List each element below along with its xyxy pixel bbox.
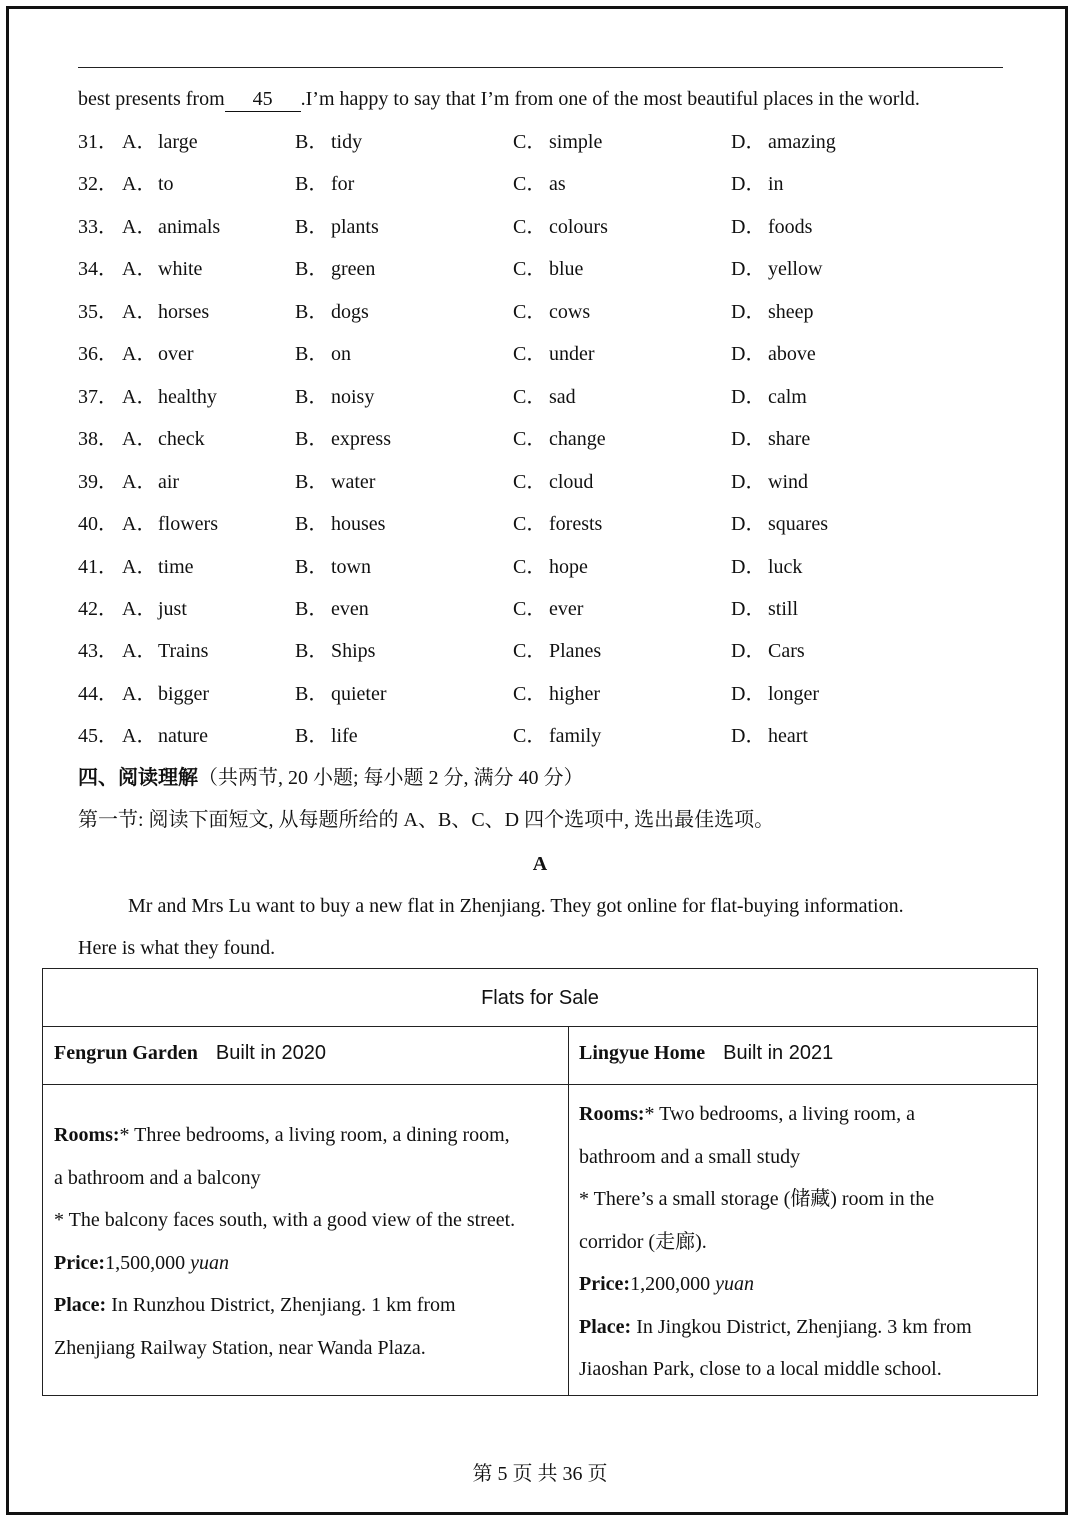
option-a-letter: A． (122, 173, 157, 196)
option-c-text: simple (549, 131, 603, 153)
question-number: 38． (78, 428, 118, 451)
option-a-letter: A． (122, 597, 157, 620)
option-d-text: Cars (768, 640, 805, 663)
option-a-text: time (158, 555, 194, 578)
option-d-letter: D． (731, 428, 766, 451)
question-row (0, 555, 1080, 579)
question-number: 33． (78, 215, 118, 238)
option-d-letter: D． (731, 682, 766, 705)
section-4-title: 四、阅读理解 (78, 767, 198, 789)
passage-line-2: Here is what they found. (78, 937, 276, 959)
option-a-letter: A． (122, 131, 157, 153)
option-c-text: change (549, 428, 606, 451)
option-b-text: on (331, 343, 351, 366)
option-c-letter: C． (513, 131, 547, 153)
option-a-letter: A． (122, 555, 157, 578)
question-number: 43． (78, 640, 118, 663)
option-b-text: quieter (331, 682, 387, 705)
option-b-text: dogs (331, 300, 369, 323)
option-b-letter: B． (295, 597, 329, 620)
option-c-text: forests (549, 513, 603, 536)
option-b-letter: B． (295, 385, 329, 408)
section-4-heading (78, 766, 584, 790)
option-c-text: Planes (549, 640, 602, 663)
lingyue-price-label: Price: (579, 1273, 631, 1295)
option-c-letter: C． (513, 385, 547, 408)
question-row (0, 342, 1080, 366)
question-row (0, 512, 1080, 536)
fengrun-price-unit: yuan (190, 1251, 229, 1274)
option-a-letter: A． (122, 725, 157, 748)
question-row (0, 639, 1080, 663)
question-number: 35． (78, 300, 118, 323)
option-d-letter: D． (731, 470, 766, 493)
option-b-letter: B． (295, 131, 329, 153)
option-a-text: large (158, 131, 198, 153)
fengrun-place-label: Place: (54, 1294, 107, 1316)
fengrun-built: Built in 2020 (215, 1042, 326, 1064)
option-d-letter: D． (731, 215, 766, 238)
option-b-letter: B． (295, 343, 329, 366)
option-d-text: yellow (768, 258, 823, 281)
fengrun-rooms-1: * Three bedrooms, a living room, a dining room, (119, 1124, 510, 1146)
section-4-subtitle: （共两节, 20 小题; 每小题 2 分, 满分 40 分） (198, 767, 584, 789)
option-a-text: healthy (158, 385, 217, 408)
option-d-text: foods (768, 215, 813, 238)
option-c-letter: C． (513, 173, 547, 196)
option-b-text: life (331, 725, 358, 748)
lingyue-place-label: Place: (579, 1315, 632, 1338)
option-a-letter: A． (122, 258, 157, 281)
question-number: 45． (78, 725, 118, 748)
lingyue-price (579, 1263, 972, 1306)
option-a-letter: A． (122, 215, 157, 238)
option-b-letter: B． (295, 640, 329, 663)
table-row-divider (43, 1084, 1037, 1085)
lingyue-place-1: In Jingkou District, Zhenjiang. 3 km from (631, 1315, 972, 1338)
option-c-text: higher (549, 682, 601, 705)
question-number: 37． (78, 385, 118, 408)
table-title: Flats for Sale (43, 969, 1037, 1027)
option-b-text: tidy (331, 131, 363, 153)
option-a-text: just (158, 597, 187, 620)
option-d-letter: D． (731, 555, 766, 578)
question-row (0, 215, 1080, 239)
lingyue-price-value: 1,200,000 (630, 1273, 716, 1295)
option-b-letter: B． (295, 428, 329, 451)
lingyue-rooms-label: Rooms: (579, 1103, 645, 1125)
option-d-letter: D． (731, 513, 766, 536)
option-b-letter: B． (295, 725, 329, 748)
section-4-part1-instruction: 第一节: 阅读下面短文, 从每题所给的 A、B、C、D 四个选项中, 选出最佳选项。 (78, 809, 775, 831)
lingyue-details (579, 1093, 972, 1391)
fengrun-place-line-1 (54, 1284, 515, 1327)
lingyue-note-line-1: * There’s a small storage (储藏) room in the (579, 1188, 935, 1210)
option-b-text: water (331, 470, 376, 493)
option-c-text: family (549, 725, 602, 748)
question-number: 42． (78, 597, 118, 620)
question-row (0, 427, 1080, 451)
passage-end-before: best presents from (78, 88, 225, 110)
fengrun-note: * The balcony faces south, with a good view of the street. (54, 1209, 516, 1231)
option-c-letter: C． (513, 725, 547, 748)
option-c-text: colours (549, 215, 608, 238)
question-row (0, 130, 1080, 154)
option-c-text: cows (549, 300, 591, 323)
question-number: 34． (78, 258, 118, 281)
lingyue-header (579, 1041, 833, 1065)
option-d-text: heart (768, 725, 808, 748)
option-b-text: houses (331, 513, 386, 536)
lingyue-note-line-2: corridor (走廊). (579, 1230, 707, 1253)
option-c-text: ever (549, 597, 584, 620)
question-number: 36． (78, 343, 118, 366)
option-d-letter: D． (731, 343, 766, 366)
blank-45: 45 (225, 87, 301, 112)
option-a-letter: A． (122, 682, 157, 705)
fengrun-details (54, 1114, 515, 1369)
option-d-text: wind (768, 470, 808, 493)
option-d-letter: D． (731, 173, 766, 196)
option-a-text: air (158, 470, 180, 493)
fengrun-price (54, 1242, 515, 1285)
option-b-letter: B． (295, 682, 329, 705)
option-d-letter: D． (731, 597, 766, 620)
lingyue-rooms-1: * Two bedrooms, a living room, a (644, 1103, 915, 1125)
option-b-text: Ships (331, 640, 376, 663)
option-a-letter: A． (122, 343, 157, 366)
option-d-text: longer (768, 682, 820, 705)
option-a-letter: A． (122, 640, 157, 663)
option-c-letter: C． (513, 470, 547, 493)
option-d-text: still (768, 597, 799, 620)
flats-table (42, 968, 1038, 1396)
option-d-text: in (768, 173, 784, 196)
page-footer: 第 5 页 共 36 页 (472, 1463, 608, 1485)
passage-end-line (78, 87, 920, 112)
passage-line-1: Mr and Mrs Lu want to buy a new flat in Zhenjiang. They got online for flat-buying information. (128, 895, 904, 917)
question-number: 32． (78, 173, 118, 196)
question-row (0, 724, 1080, 748)
question-row (0, 682, 1080, 706)
question-row (0, 172, 1080, 196)
passage-label: A (532, 853, 548, 875)
option-b-letter: B． (295, 173, 329, 196)
question-row (0, 470, 1080, 494)
fengrun-name: Fengrun Garden (54, 1042, 198, 1064)
option-c-letter: C． (513, 258, 547, 281)
option-b-text: town (331, 555, 371, 578)
option-c-letter: C． (513, 682, 547, 705)
header-rule (78, 67, 1003, 68)
option-c-letter: C． (513, 300, 547, 323)
table-column-divider (568, 1027, 569, 1395)
option-c-text: sad (549, 385, 576, 408)
option-a-letter: A． (122, 300, 157, 323)
option-b-letter: B． (295, 470, 329, 493)
question-number: 44． (78, 682, 118, 705)
lingyue-rooms-line-2: bathroom and a small study (579, 1145, 801, 1168)
question-number: 39． (78, 470, 118, 493)
fengrun-rooms-line-1 (54, 1114, 515, 1157)
lingyue-built: Built in 2021 (723, 1042, 834, 1064)
lingyue-place-line-2: Jiaoshan Park, close to a local middle school. (579, 1358, 942, 1380)
option-d-text: luck (768, 555, 803, 578)
option-b-text: plants (331, 215, 379, 238)
option-a-text: Trains (158, 640, 209, 663)
option-a-text: to (158, 173, 174, 196)
option-d-text: squares (768, 513, 828, 536)
option-b-text: even (331, 597, 369, 620)
option-b-letter: B． (295, 555, 329, 578)
option-b-letter: B． (295, 300, 329, 323)
option-c-letter: C． (513, 215, 547, 238)
option-a-text: nature (158, 725, 208, 748)
option-d-letter: D． (731, 725, 766, 748)
option-a-text: white (158, 258, 203, 281)
option-a-text: over (158, 343, 194, 366)
lingyue-rooms-line-1 (579, 1093, 972, 1136)
fengrun-place-1: In Runzhou District, Zhenjiang. 1 km from (106, 1294, 456, 1316)
option-b-text: green (331, 258, 376, 281)
option-c-text: cloud (549, 470, 594, 493)
option-a-letter: A． (122, 470, 157, 493)
fengrun-rooms-label: Rooms: (54, 1124, 120, 1146)
fengrun-place-line-2: Zhenjiang Railway Station, near Wanda Plaza. (54, 1336, 426, 1359)
option-a-text: animals (158, 215, 221, 238)
option-d-letter: D． (731, 300, 766, 323)
lingyue-place-line-1 (579, 1306, 972, 1349)
option-d-text: calm (768, 385, 807, 408)
option-c-text: blue (549, 258, 584, 281)
option-d-letter: D． (731, 640, 766, 663)
question-number: 41． (78, 555, 118, 578)
option-c-text: under (549, 343, 595, 366)
option-d-text: share (768, 428, 811, 451)
option-b-letter: B． (295, 258, 329, 281)
passage-end-after: .I’m happy to say that I’m from one of the most beautiful places in the world. (300, 88, 920, 110)
option-c-letter: C． (513, 640, 547, 663)
option-d-text: sheep (768, 300, 814, 323)
fengrun-price-label: Price: (54, 1251, 106, 1274)
question-number: 31． (78, 131, 118, 153)
option-c-letter: C． (513, 513, 547, 536)
option-a-letter: A． (122, 513, 157, 536)
option-b-text: express (331, 428, 391, 451)
option-c-letter: C． (513, 428, 547, 451)
option-b-letter: B． (295, 513, 329, 536)
option-d-text: above (768, 343, 816, 366)
option-c-letter: C． (513, 343, 547, 366)
question-row (0, 597, 1080, 621)
lingyue-name: Lingyue Home (579, 1042, 706, 1064)
question-number: 40． (78, 513, 118, 536)
option-d-letter: D． (731, 131, 766, 153)
option-c-text: hope (549, 555, 588, 578)
option-c-text: as (549, 173, 566, 196)
question-row (0, 257, 1080, 281)
option-a-text: bigger (158, 682, 210, 705)
option-a-letter: A． (122, 385, 157, 408)
lingyue-price-unit: yuan (715, 1273, 754, 1295)
option-b-text: for (331, 173, 355, 196)
fengrun-price-value: 1,500,000 (105, 1251, 191, 1274)
option-a-text: check (158, 428, 205, 451)
option-b-text: noisy (331, 385, 375, 408)
question-row (0, 385, 1080, 409)
option-a-text: horses (158, 300, 210, 323)
option-c-letter: C． (513, 555, 547, 578)
option-d-text: amazing (768, 131, 836, 153)
option-a-text: flowers (158, 513, 218, 536)
option-b-letter: B． (295, 215, 329, 238)
option-d-letter: D． (731, 258, 766, 281)
fengrun-header (54, 1041, 326, 1065)
option-a-letter: A． (122, 428, 157, 451)
option-d-letter: D． (731, 385, 766, 408)
option-c-letter: C． (513, 597, 547, 620)
fengrun-rooms-line-2: a bathroom and a balcony (54, 1166, 261, 1189)
question-row (0, 300, 1080, 324)
